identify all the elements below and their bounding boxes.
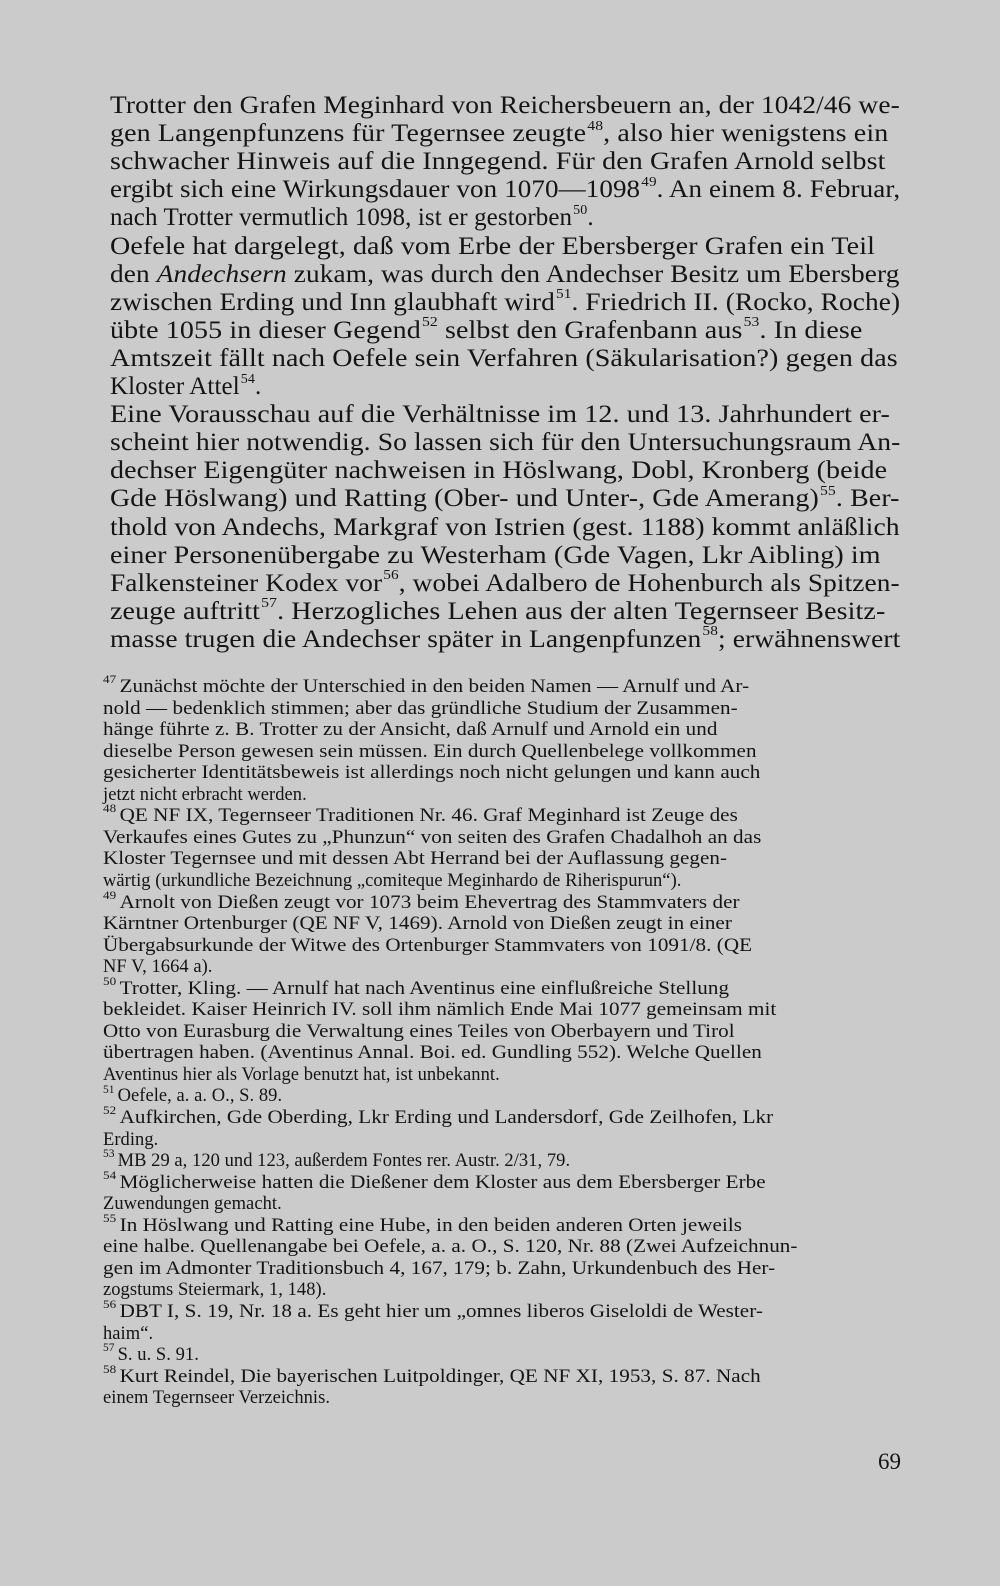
body-line	[110, 203, 594, 232]
footnote-reference: 58	[702, 624, 719, 640]
footnote-line	[103, 913, 732, 935]
footnote-reference: 55	[103, 1212, 117, 1225]
footnote-line	[103, 741, 757, 763]
footnote-text: Zuwendungen gemacht.	[103, 1194, 282, 1215]
body-line-text: .	[587, 204, 594, 232]
body-line	[110, 260, 899, 289]
footnote-line	[103, 1236, 797, 1258]
body-line	[110, 91, 900, 120]
body-line-text: thold von Andechs, Markgraf von Istrien (gest. 1188) kommt anläßlich	[110, 513, 900, 541]
body-line-text: zeuge auftritt	[110, 597, 261, 625]
body-line	[110, 344, 898, 373]
footnote-line	[103, 1258, 775, 1280]
footnote-text: haim“.	[103, 1323, 154, 1344]
footnote-start-line	[103, 1212, 743, 1237]
footnote-line	[103, 784, 307, 806]
body-line-text: ; erwähnenswert	[718, 625, 901, 653]
footnote-line	[103, 1279, 326, 1301]
body-line-text: übte 1055 in dieser Gegend	[110, 316, 421, 344]
body-line	[110, 597, 885, 626]
body-line-text: gen Langenpfunzens für Tegernsee zeugte	[110, 120, 587, 148]
footnote-text: Aufkirchen, Gde Oberding, Lkr Erding und Landersdorf, Gde Zeilhofen, Lkr	[119, 1108, 774, 1128]
footnote-line	[103, 956, 213, 978]
body-line-text: Gde Höslwang) und Ratting (Ober- und Unter-, Gde Amerang)	[110, 485, 819, 513]
body-line	[110, 288, 900, 317]
footnote-start-line	[103, 1107, 773, 1129]
footnote-line	[103, 762, 760, 784]
body-line-text: Falkensteiner Kodex vor	[110, 569, 383, 597]
footnote-start-line	[103, 805, 738, 827]
body-line-text: Trotter den Grafen Meginhard von Reichersbeuern an, der 1042/46 we-	[110, 92, 900, 119]
body-line-text: , also hier wenigstens ein	[603, 120, 889, 148]
footnote-line	[103, 848, 727, 870]
footnote-text: Zunächst möchte der Unterschied in den beiden Namen — Arnulf und Ar-	[119, 677, 750, 697]
footnote-text: gen im Admonter Traditionsbuch 4, 167, 179; b. Zahn, Urkundenbuch des Her-	[103, 1258, 776, 1279]
footnote-text: zogstums Steiermark, 1, 148).	[103, 1280, 327, 1301]
body-line-text: dechser Eigengüter nachweisen in Höslwang, Dobl, Kronberg (beide	[110, 457, 888, 485]
footnote-text: Verkaufes eines Gutes zu „Phunzun“ von seiten des Grafen Chadalhoh an das	[103, 827, 762, 848]
body-line	[110, 625, 900, 654]
footnote-reference: 47	[103, 674, 117, 687]
body-line	[110, 513, 900, 542]
footnote-reference: 51	[555, 287, 572, 303]
footnote-line	[103, 827, 761, 849]
body-line-text: schwacher Hinweis auf die Inngegend. Für den Grafen Arnold selbst	[110, 148, 886, 176]
footnote-reference: 57	[261, 596, 278, 612]
body-line	[110, 569, 900, 598]
footnote-text: Möglicherweise hatten die Dießener dem Kloster aus dem Ebersberger Erbe	[119, 1172, 766, 1193]
footnote-reference: 58	[103, 1363, 117, 1376]
footnote-text: Übergabsurkunde der Witwe des Ortenburger Stammvaters von 1091/8. (QE	[103, 935, 753, 956]
body-line-text: nach Trotter vermutlich 1098, ist er gestorben	[110, 204, 573, 232]
body-line	[110, 484, 900, 513]
footnote-line	[103, 1042, 762, 1064]
footnote-start-line	[103, 1169, 766, 1194]
footnote-line	[103, 1064, 500, 1086]
footnote-line	[103, 1193, 282, 1215]
footnote-text: eine halbe. Quellenangabe bei Oefele, a. a. O., S. 120, Nr. 88 (Zwei Aufzeichnun-	[103, 1237, 798, 1258]
emphasized-name: Andechsern	[156, 260, 287, 288]
body-line-text: selbst den Grafenbann aus	[437, 316, 743, 344]
footnote-text: DBT I, S. 19, Nr. 18 a. Es geht hier um „omnes liberos Giseloldi de Wester-	[119, 1301, 763, 1322]
footnote-reference: 52	[421, 315, 438, 331]
body-line-text: einer Personenübergabe zu Westerham (Gde Vagen, Lkr Aibling) im	[110, 541, 881, 569]
footnote-text: bekleidet. Kaiser Heinrich IV. soll ihm nämlich Ende Mai 1077 gemeinsam mit	[103, 1000, 777, 1021]
body-line-text: .	[254, 373, 262, 400]
footnote-text: gesicherter Identitätsbeweis ist allerdings noch nicht gelungen und kann auch	[103, 763, 761, 784]
body-line-text: Eine Vorausschau auf die Verhältnisse im 12. und 13. Jahrhundert er-	[110, 401, 891, 429]
footnote-text: Kurt Reindel, Die bayerischen Luitpoldinger, QE NF XI, 1953, S. 87. Nach	[119, 1366, 761, 1387]
footnote-text: Arnolt von Dießen zeugt vor 1073 beim Ehevertrag des Stammvaters der	[119, 892, 740, 913]
body-line	[110, 316, 862, 345]
footnote-text: Erding.	[103, 1129, 159, 1150]
body-line	[110, 428, 900, 457]
body-line-text: , wobei Adalbero de Hohenburch als Spitzen-	[398, 569, 900, 597]
body-line-text: zukam, was durch den Andechser Besitz um Ebersberg	[286, 260, 900, 288]
footnote-reference: 56	[383, 568, 399, 584]
body-line	[110, 119, 888, 148]
footnote-text: einem Tegernseer Verzeichnis.	[103, 1388, 331, 1409]
footnote-text: Kloster Tegernsee und mit dessen Abt Herrand bei der Auflassung gegen-	[103, 849, 728, 870]
body-line-text: . An einem 8. Februar,	[656, 176, 901, 204]
body-line-text: Oefele hat dargelegt, daß vom Erbe der Ebersberger Grafen ein Teil	[110, 232, 875, 260]
footnote-text: QE NF IX, Tegernseer Traditionen Nr. 46. Graf Meginhard ist Zeuge des	[119, 806, 738, 827]
footnote-start-line	[103, 1085, 282, 1107]
body-line-text: scheint hier notwendig. So lassen sich für den Untersuchungsraum An-	[110, 429, 901, 457]
footnote-reference: 54	[240, 371, 255, 387]
footnote-reference: 51	[103, 1083, 115, 1096]
footnote-start-line	[103, 1301, 763, 1323]
footnote-start-line	[103, 1363, 761, 1388]
footnote-line	[103, 935, 752, 957]
footnote-line	[103, 698, 738, 720]
footnote-start-line	[103, 889, 740, 914]
footnote-start-line	[103, 975, 730, 1000]
footnote-line	[103, 719, 717, 741]
body-line	[110, 175, 900, 204]
body-line-text: den	[110, 260, 157, 288]
footnote-reference: 55	[820, 483, 836, 499]
footnote-line	[103, 870, 681, 892]
footnote-reference: 53	[743, 315, 760, 331]
footnote-reference: 56	[103, 1299, 117, 1312]
footnote-reference: 49	[103, 889, 117, 902]
footnote-text: jetzt nicht erbracht werden.	[103, 784, 307, 805]
footnote-text: S. u. S. 91.	[117, 1345, 199, 1366]
footnote-start-line	[103, 1150, 570, 1172]
footnote-reference: 54	[103, 1169, 117, 1182]
body-line	[110, 372, 261, 401]
body-line	[110, 456, 887, 485]
footnote-reference: 53	[103, 1148, 115, 1161]
body-line-text: zwischen Erding und Inn glaubhaft wird	[110, 288, 555, 316]
footnote-text: wärtig (urkundliche Bezeichnung „comiteque Meginhardo de Riherispurun“).	[103, 870, 682, 891]
footnote-reference: 48	[103, 803, 117, 816]
footnote-reference: 50	[103, 975, 117, 988]
page-number: 69	[878, 1449, 901, 1474]
body-line-text: . Herzogliches Lehen aus der alten Tegernseer Besitz-	[277, 597, 886, 625]
footnote-text: dieselbe Person gewesen sein müssen. Ein durch Quellenbelege vollkommen	[103, 741, 757, 762]
footnote-line	[103, 1021, 735, 1043]
footnote-text: NF V, 1664 a).	[103, 957, 213, 978]
body-line	[110, 147, 886, 176]
body-line-text: masse trugen die Andechser später in Langenpfunzen	[110, 625, 702, 653]
footnote-text: Oefele, a. a. O., S. 89.	[117, 1086, 283, 1107]
body-line-text: ergibt sich eine Wirkungsdauer von 1070—1098	[110, 176, 641, 204]
footnote-reference: 49	[641, 174, 657, 190]
body-line-text: . Friedrich II. (Rocko, Roche)	[571, 288, 901, 316]
footnote-text: Aventinus hier als Vorlage benutzt hat, ist unbekannt.	[103, 1064, 500, 1085]
footnote-line	[103, 999, 776, 1021]
body-line-text: . In diese	[759, 316, 863, 344]
footnote-reference: 57	[103, 1342, 115, 1355]
footnote-text: MB 29 a, 120 und 123, außerdem Fontes rer. Austr. 2/31, 79.	[117, 1151, 571, 1172]
footnote-start-line	[103, 1344, 199, 1366]
footnote-text: hänge führte z. B. Trotter zu der Ansicht, daß Arnulf und Arnold ein und	[103, 720, 718, 741]
footnote-text: Kärntner Ortenburger (QE NF V, 1469). Arnold von Dießen zeugt in einer	[103, 914, 732, 935]
footnote-start-line	[103, 676, 749, 698]
footnote-text: Otto von Eurasburg die Verwaltung eines Teiles von Oberbayern und Tirol	[103, 1021, 735, 1042]
body-line	[110, 400, 890, 429]
body-line-text: Amtszeit fällt nach Oefele sein Verfahren (Säkularisation?) gegen das	[110, 344, 898, 372]
footnote-text: übertragen haben. (Aventinus Annal. Boi. ed. Gundling 552). Welche Quellen	[103, 1043, 762, 1064]
footnote-text: nold — bedenklich stimmen; aber das gründliche Studium der Zusammen-	[103, 698, 738, 719]
footnote-text: In Höslwang und Ratting eine Hube, in den beiden anderen Orten jeweils	[119, 1215, 743, 1236]
body-line	[110, 541, 881, 570]
footnote-text: Trotter, Kling. — Arnulf hat nach Aventinus eine einflußreiche Stellung	[119, 978, 730, 999]
footnote-line	[103, 1387, 330, 1409]
footnote-reference: 52	[103, 1105, 117, 1118]
footnote-reference: 50	[573, 202, 588, 218]
body-line-text: Kloster Attel	[110, 373, 240, 400]
body-line-text: . Ber-	[835, 485, 900, 513]
footnote-reference: 48	[587, 118, 604, 134]
body-line	[110, 232, 875, 261]
